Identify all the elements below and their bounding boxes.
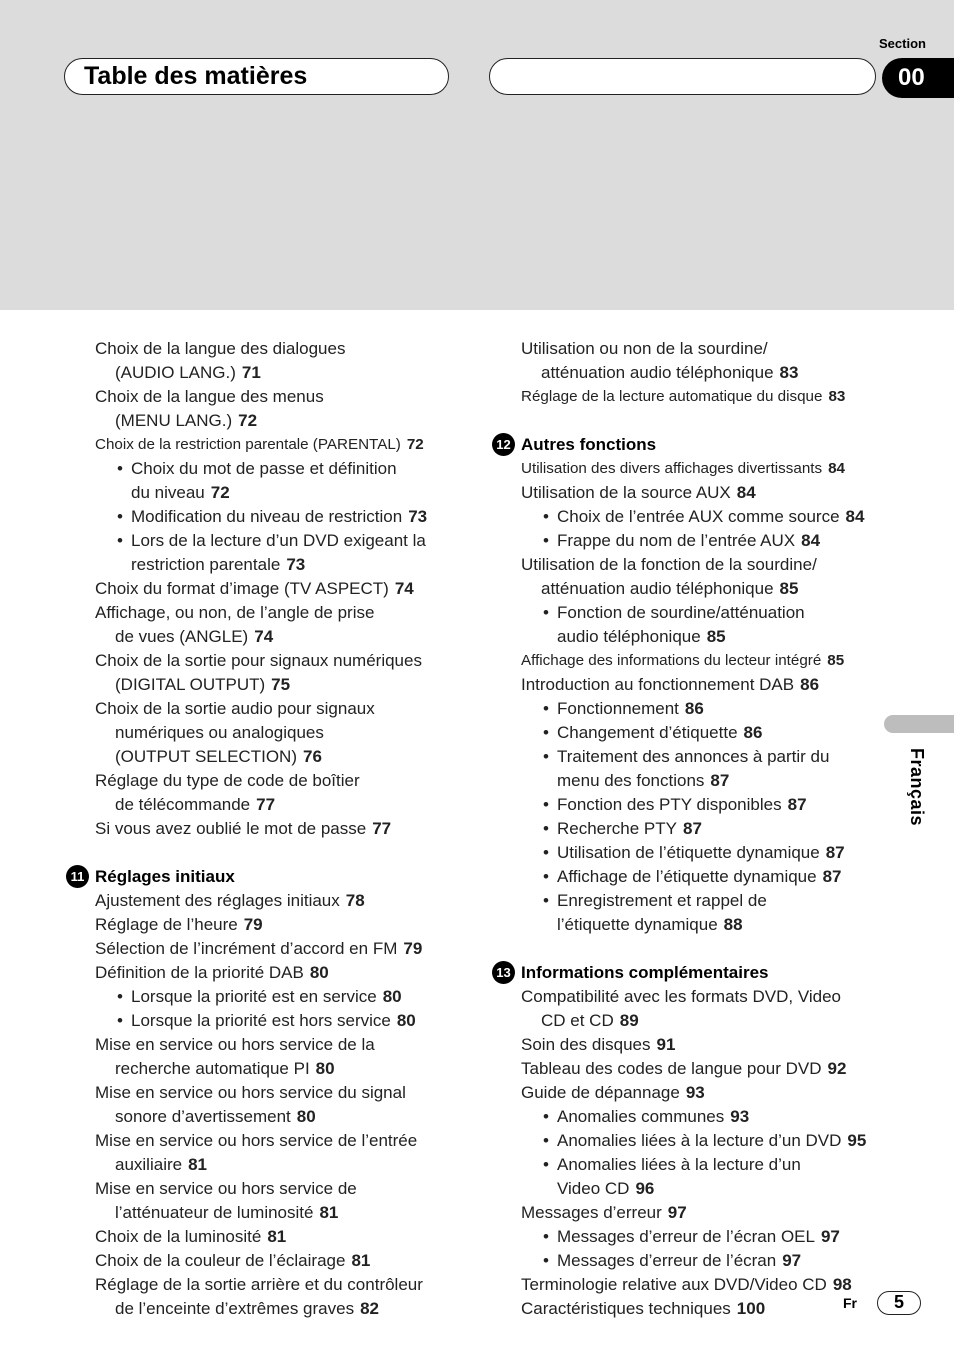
- toc-subentry[interactable]: • Frappe du nom de l’entrée AUX 84: [521, 529, 881, 553]
- toc-entry[interactable]: Utilisation des divers affichages divertissants 84: [521, 460, 845, 477]
- toc-entry[interactable]: Guide de dépannage 93: [521, 1083, 705, 1102]
- toc-subentry[interactable]: • Enregistrement et rappel de l’étiquette dynamique 88: [521, 889, 881, 937]
- toc-subentry[interactable]: • Modification du niveau de restriction 73: [95, 505, 475, 529]
- chapter-number-badge: 13: [492, 961, 515, 984]
- toc-entry[interactable]: Réglage de la lecture automatique du disque 83: [521, 388, 846, 405]
- chapter-number-badge: 11: [66, 865, 89, 888]
- toc-subentry[interactable]: • Traitement des annonces à partir du menu des fonctions 87: [521, 745, 881, 793]
- toc-subentry[interactable]: • Lors de la lecture d’un DVD exigeant la restriction parentale 73: [95, 529, 475, 577]
- toc-subentry[interactable]: • Choix du mot de passe et définition du niveau 72: [95, 457, 475, 505]
- toc-entry[interactable]: Réglage du type de code de boîtier de télécommande 77: [95, 771, 360, 814]
- toc-entry[interactable]: Mise en service ou hors service de la recherche automatique PI 80: [95, 1035, 375, 1078]
- toc-right-column: [496, 337, 881, 1321]
- toc-entry[interactable]: Caractéristiques techniques 100: [521, 1299, 766, 1318]
- toc-subentry[interactable]: • Affichage de l’étiquette dynamique 87: [521, 865, 881, 889]
- footer-language-code: Fr: [843, 1295, 857, 1311]
- toc-subentry[interactable]: • Fonction des PTY disponibles 87: [521, 793, 881, 817]
- page-title: Table des matières: [84, 62, 308, 90]
- page-number: 5: [877, 1291, 921, 1315]
- chapter-heading-11[interactable]: 11 Réglages initiaux: [95, 865, 475, 889]
- toc-entry[interactable]: Terminologie relative aux DVD/Video CD 98: [521, 1275, 852, 1294]
- toc-entry[interactable]: Choix de la luminosité 81: [95, 1227, 287, 1246]
- section-label: Section: [879, 36, 926, 51]
- toc-left-column: [70, 337, 475, 1321]
- toc-entry[interactable]: Choix de la restriction parentale (PARENTAL) 72: [95, 436, 424, 453]
- toc-entry[interactable]: Mise en service ou hors service du signal sonore d’avertissement 80: [95, 1083, 406, 1126]
- language-label: Français: [907, 748, 927, 827]
- language-tab: [884, 715, 954, 733]
- toc-entry[interactable]: Définition de la priorité DAB 80: [95, 963, 329, 982]
- toc-subentry[interactable]: • Lorsque la priorité est en service 80: [95, 985, 475, 1009]
- toc-subentry[interactable]: • Anomalies liées à la lecture d’un Video CD 96: [521, 1153, 881, 1201]
- toc-entry[interactable]: Utilisation ou non de la sourdine/ atténuation audio téléphonique 83: [521, 339, 799, 382]
- toc-subentry[interactable]: • Anomalies communes 93: [521, 1105, 881, 1129]
- toc-subentry[interactable]: • Fonctionnement 86: [521, 697, 881, 721]
- toc-entry[interactable]: Introduction au fonctionnement DAB 86: [521, 675, 820, 694]
- toc-entry[interactable]: Choix de la langue des menus (MENU LANG.) 72: [95, 387, 324, 430]
- chapter-heading-13[interactable]: 13 Informations complémentaires: [521, 961, 881, 985]
- toc-entry[interactable]: Soin des disques 91: [521, 1035, 676, 1054]
- toc-entry[interactable]: Messages d’erreur 97: [521, 1203, 687, 1222]
- toc-entry[interactable]: Choix de la couleur de l’éclairage 81: [95, 1251, 371, 1270]
- toc-subentry[interactable]: • Messages d’erreur de l’écran OEL 97: [521, 1225, 881, 1249]
- toc-subentry[interactable]: • Lorsque la priorité est hors service 80: [95, 1009, 475, 1033]
- toc-subentry[interactable]: • Utilisation de l’étiquette dynamique 87: [521, 841, 881, 865]
- toc-entry[interactable]: Utilisation de la source AUX 84: [521, 483, 756, 502]
- toc-subentry[interactable]: • Recherche PTY 87: [521, 817, 881, 841]
- toc-entry[interactable]: Utilisation de la fonction de la sourdine/ atténuation audio téléphonique 85: [521, 555, 817, 598]
- toc-subentry[interactable]: • Choix de l’entrée AUX comme source 84: [521, 505, 881, 529]
- toc-entry[interactable]: Mise en service ou hors service de l’atténuateur de luminosité 81: [95, 1179, 357, 1222]
- chapter-number-badge: 12: [492, 433, 515, 456]
- toc-subentry[interactable]: • Fonction de sourdine/atténuation audio téléphonique 85: [521, 601, 881, 649]
- toc-subentry[interactable]: • Messages d’erreur de l’écran 97: [521, 1249, 881, 1273]
- toc-entry[interactable]: Affichage, ou non, de l’angle de prise de vues (ANGLE) 74: [95, 603, 375, 646]
- toc-entry[interactable]: Réglage de la sortie arrière et du contrôleur de l’enceinte d’extrêmes graves 82: [95, 1275, 423, 1318]
- toc-entry[interactable]: Choix de la sortie pour signaux numériques (DIGITAL OUTPUT) 75: [95, 651, 422, 694]
- header-band: [0, 0, 954, 310]
- toc-entry[interactable]: Tableau des codes de langue pour DVD 92: [521, 1059, 847, 1078]
- toc-subentry[interactable]: • Anomalies liées à la lecture d’un DVD 95: [521, 1129, 881, 1153]
- toc-entry[interactable]: Sélection de l’incrément d’accord en FM 79: [95, 939, 423, 958]
- toc-entry[interactable]: Choix de la sortie audio pour signaux numériques ou analogiques (OUTPUT SELECTION) 76: [95, 699, 375, 766]
- toc-entry[interactable]: Si vous avez oublié le mot de passe 77: [95, 819, 392, 838]
- chapter-heading-12[interactable]: 12 Autres fonctions: [521, 433, 881, 457]
- section-number-badge: 00: [882, 58, 954, 98]
- toc-entry[interactable]: Choix du format d’image (TV ASPECT) 74: [95, 579, 414, 598]
- toc-subentry[interactable]: • Changement d’étiquette 86: [521, 721, 881, 745]
- toc-entry[interactable]: Affichage des informations du lecteur intégré 85: [521, 652, 845, 669]
- toc-entry[interactable]: Ajustement des réglages initiaux 78: [95, 891, 365, 910]
- toc-entry[interactable]: Choix de la langue des dialogues (AUDIO LANG.) 71: [95, 339, 346, 382]
- toc-entry[interactable]: Réglage de l’heure 79: [95, 915, 263, 934]
- toc-entry[interactable]: Compatibilité avec les formats DVD, Video CD et CD 89: [521, 987, 841, 1030]
- toc-entry[interactable]: Mise en service ou hors service de l’entrée auxiliaire 81: [95, 1131, 418, 1174]
- blank-header-frame: [489, 58, 876, 95]
